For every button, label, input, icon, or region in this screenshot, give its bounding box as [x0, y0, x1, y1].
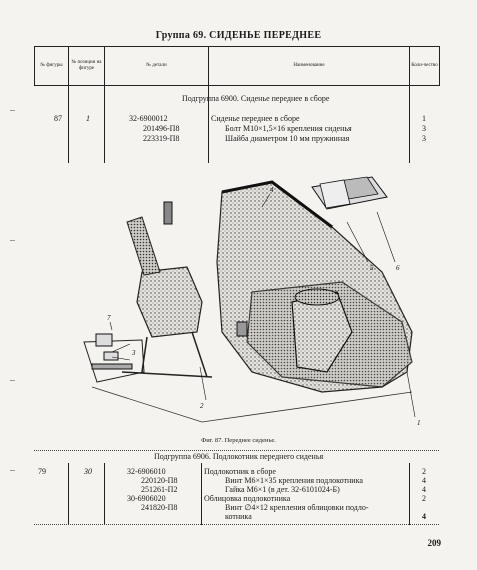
parts-table-header	[34, 46, 439, 86]
column-divider	[68, 83, 69, 163]
column-divider	[104, 83, 105, 163]
part-number: 223319-П8	[143, 134, 180, 143]
column-divider	[409, 83, 410, 163]
header-name: Наименование	[209, 47, 410, 86]
header-part-no: № детали	[105, 47, 209, 86]
column-divider	[201, 463, 202, 525]
figure-number: 87	[54, 114, 62, 123]
bracket-detail-inset	[84, 334, 144, 382]
part-name: Сиденье переднее в сборе	[211, 114, 300, 123]
part-quantity: 1	[422, 114, 426, 123]
position-number: 30	[84, 467, 92, 476]
part-quantity: 2	[422, 494, 426, 503]
part-name: Винт ∅4×12 крепления облицовки подло-	[225, 503, 369, 512]
margin-mark	[10, 470, 15, 471]
part-name: Облицовка подлокотника	[204, 494, 291, 503]
part-name: Шайба диаметром 10 мм пружинная	[225, 134, 350, 143]
part-number: 32-6906010	[127, 467, 166, 476]
part-name: Гайка М6×1 (в дет. 32-6101024-Б)	[225, 485, 340, 494]
header-position-no: № позиции на фигуре	[69, 47, 105, 86]
figure-caption: Фиг. 87. Переднее сиденье.	[201, 437, 276, 444]
margin-mark	[10, 380, 15, 381]
column-divider	[409, 463, 410, 525]
figure-number: 79	[38, 467, 46, 476]
part-quantity: 4	[422, 485, 426, 494]
subgroup-title: Подгруппа 6906. Подлокотник переднего сиденья	[154, 452, 324, 461]
group-title: Группа 69. СИДЕНЬЕ ПЕРЕДНЕЕ	[155, 30, 322, 41]
callout-2: 2	[200, 402, 204, 410]
part-number: 241820-П8	[141, 503, 178, 512]
part-name: Подлокотник в сборе	[204, 467, 276, 476]
part-quantity: 4	[422, 476, 426, 485]
part-number: 251261-П2	[141, 485, 178, 494]
section-divider	[34, 450, 439, 451]
position-number: 1	[86, 114, 90, 123]
part-name: котника	[225, 512, 252, 521]
part-number: 201496-П8	[143, 124, 180, 133]
part-name: Винт М6×1×35 крепления подлокотника	[225, 476, 363, 485]
part-quantity: 4	[422, 512, 426, 521]
part-quantity: 3	[422, 134, 426, 143]
column-divider	[104, 463, 105, 525]
callout-6: 6	[396, 264, 400, 272]
header-quantity: Коли-чество	[410, 47, 440, 86]
part-quantity: 3	[422, 124, 426, 133]
margin-mark	[10, 110, 15, 111]
subgroup-title: Подгруппа 6900. Сиденье переднее в сборе	[182, 94, 330, 103]
part-name: Болт М10×1,5×16 крепления сиденья	[225, 124, 352, 133]
part-quantity: 2	[422, 467, 426, 476]
callout-7: 7	[107, 314, 111, 322]
front-seat-illustration	[82, 172, 428, 434]
page-number: 209	[427, 538, 441, 548]
callout-5: 5	[370, 264, 374, 272]
header-figure-no: № фигуры	[35, 47, 69, 86]
section-divider	[34, 524, 439, 525]
column-divider	[68, 463, 69, 525]
margin-mark	[10, 240, 15, 241]
callout-3: 3	[132, 349, 136, 357]
part-number: 32-6900012	[129, 114, 168, 123]
callout-4: 4	[270, 186, 274, 194]
armrest-detail-inset	[312, 177, 387, 209]
part-number: 30-6906020	[127, 494, 166, 503]
part-number: 220120-П8	[141, 476, 178, 485]
callout-1: 1	[417, 419, 421, 427]
